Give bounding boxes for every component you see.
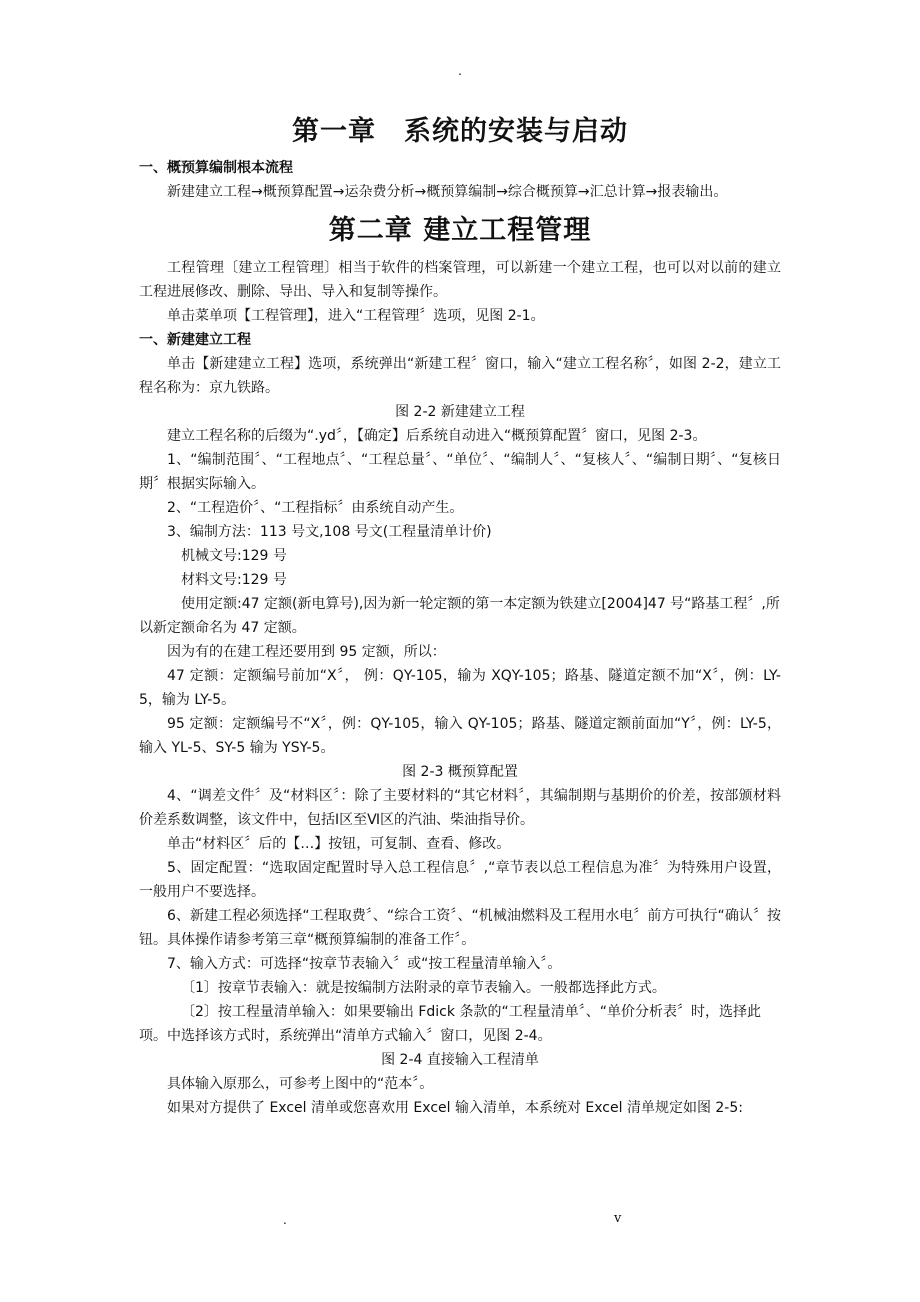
body-paragraph: 具体输入原那么，可参考上图中的“范本〞。 — [167, 1076, 434, 1092]
chapter-2-title: 第二章 建立工程管理 — [328, 215, 592, 246]
chapter-2-section-1-heading: 一、新建建立工程 — [139, 332, 251, 348]
body-paragraph: 建立工程名称的后缀为“.yd〞，【确定】后系统自动进入“概预算配置〞窗口，见图 2-3。 — [167, 428, 707, 444]
chapter-1-title: 第一章 系统的安装与启动 — [292, 116, 628, 147]
body-paragraph: 1、“编制范围〞、“工程地点〞、“工程总量〞、“单位〞、“编制人〞、“复核人〞、“编制日期〞、“复核日期〞根据实际输入。 — [139, 452, 781, 492]
body-paragraph: 7、输入方式：可选择“按章节表输入〞或“按工程量清单输入〞。 — [167, 956, 562, 972]
body-paragraph: 如果对方提供了 Excel 清单或您喜欢用 Excel 输入清单，本系统对 Excel 清单规定如图 2-5: — [167, 1100, 743, 1116]
body-paragraph: 47 定额：定额编号前加“X〞， 例：QY-105，输为 XQY-105；路基、隧道定额不加“X〞，例：LY-5，输为 LY-5。 — [139, 668, 781, 708]
body-paragraph: 〔1〕按章节表输入：就是按编制方法附录的章节表输入。一般都选择此方式。 — [181, 980, 666, 996]
footer-dot: . — [283, 1213, 287, 1227]
figure-caption: 图 2-2 新建建立工程 — [395, 404, 525, 420]
body-paragraph: 因为有的在建工程还要用到 95 定额，所以： — [167, 644, 446, 660]
header-dot: . — [458, 64, 462, 78]
footer-page-mark: v — [614, 1211, 622, 1226]
body-paragraph: 6、新建工程必须选择“工程取费〞、“综合工资〞、“机械油燃料及工程用水电〞前方可执行“确认〞按钮。具体操作请参考第三章“概预算编制的准备工作〞。 — [139, 908, 781, 948]
body-paragraph: 使用定额:47 定额(新电算号),因为新一轮定额的第一本定额为铁建立[2004]47 号“路基工程〞,所以新定额命名为 47 定额。 — [139, 596, 780, 636]
body-paragraph: 2、“工程造价〞、“工程指标〞由系统自动产生。 — [167, 500, 464, 516]
body-paragraph: 3、编制方法：113 号文,108 号文(工程量清单计价) — [167, 524, 492, 540]
chapter-2-menu-paragraph: 单击菜单项【工程管理】，进入“工程管理〞选项，见图 2-1。 — [167, 308, 545, 324]
chapter-2-body — [139, 352, 781, 1120]
body-paragraph: 5、固定配置：“选取固定配置时导入总工程信息〞,“章节表以总工程信息为准〞为特殊用户设置，一般用户不要选择。 — [139, 860, 781, 900]
figure-caption: 图 2-4 直接输入工程清单 — [381, 1052, 539, 1068]
chapter-1-section-1-heading: 一、概预算编制根本流程 — [139, 160, 293, 176]
body-paragraph: 机械文号:129 号 — [181, 548, 287, 564]
content — [139, 112, 781, 1120]
body-paragraph: 95 定额：定额编号不“X〞，例：QY-105，输入 QY-105；路基、隧道定额前面加“Y〞，例：LY-5，输入 YL-5、SY-5 输为 YSY-5。 — [139, 716, 781, 756]
body-paragraph: 4、“调差文件〞及“材料区〞：除了主要材料的“其它材料〞，其编制期与基期价的价差，按部颁材料价差系数调整，该文件中，包括Ⅰ区至Ⅵ区的汽油、柴油指导价。 — [139, 788, 781, 828]
figure-caption: 图 2-3 概预算配置 — [402, 764, 518, 780]
body-paragraph: 材料文号:129 号 — [181, 572, 287, 588]
chapter-2-intro-paragraph: 工程管理〔建立工程管理〕相当于软件的档案管理，可以新建一个建立工程，也可以对以前的建立工程进展修改、删除、导出、导入和复制等操作。 — [139, 260, 781, 300]
chapter-1-paragraph: 新建建立工程→概预算配置→运杂费分析→概预算编制→综合概预算→汇总计算→报表输出。 — [167, 184, 728, 200]
body-paragraph: 单击“材料区〞后的【…】按钮，可复制、查看、修改。 — [167, 836, 511, 852]
body-paragraph: 单击【新建建立工程】选项，系统弹出“新建工程〞窗口，输入“建立工程名称〞，如图 2-2，建立工程名称为：京九铁路。 — [139, 356, 781, 396]
body-paragraph: 〔2〕按工程量清单输入：如果要输出 Fdick 条款的“工程量清单〞、“单价分析表〞时，选择此项。中选择该方式时，系统弹出“清单方式输入〞窗口，见图 2-4。 — [139, 1004, 761, 1044]
